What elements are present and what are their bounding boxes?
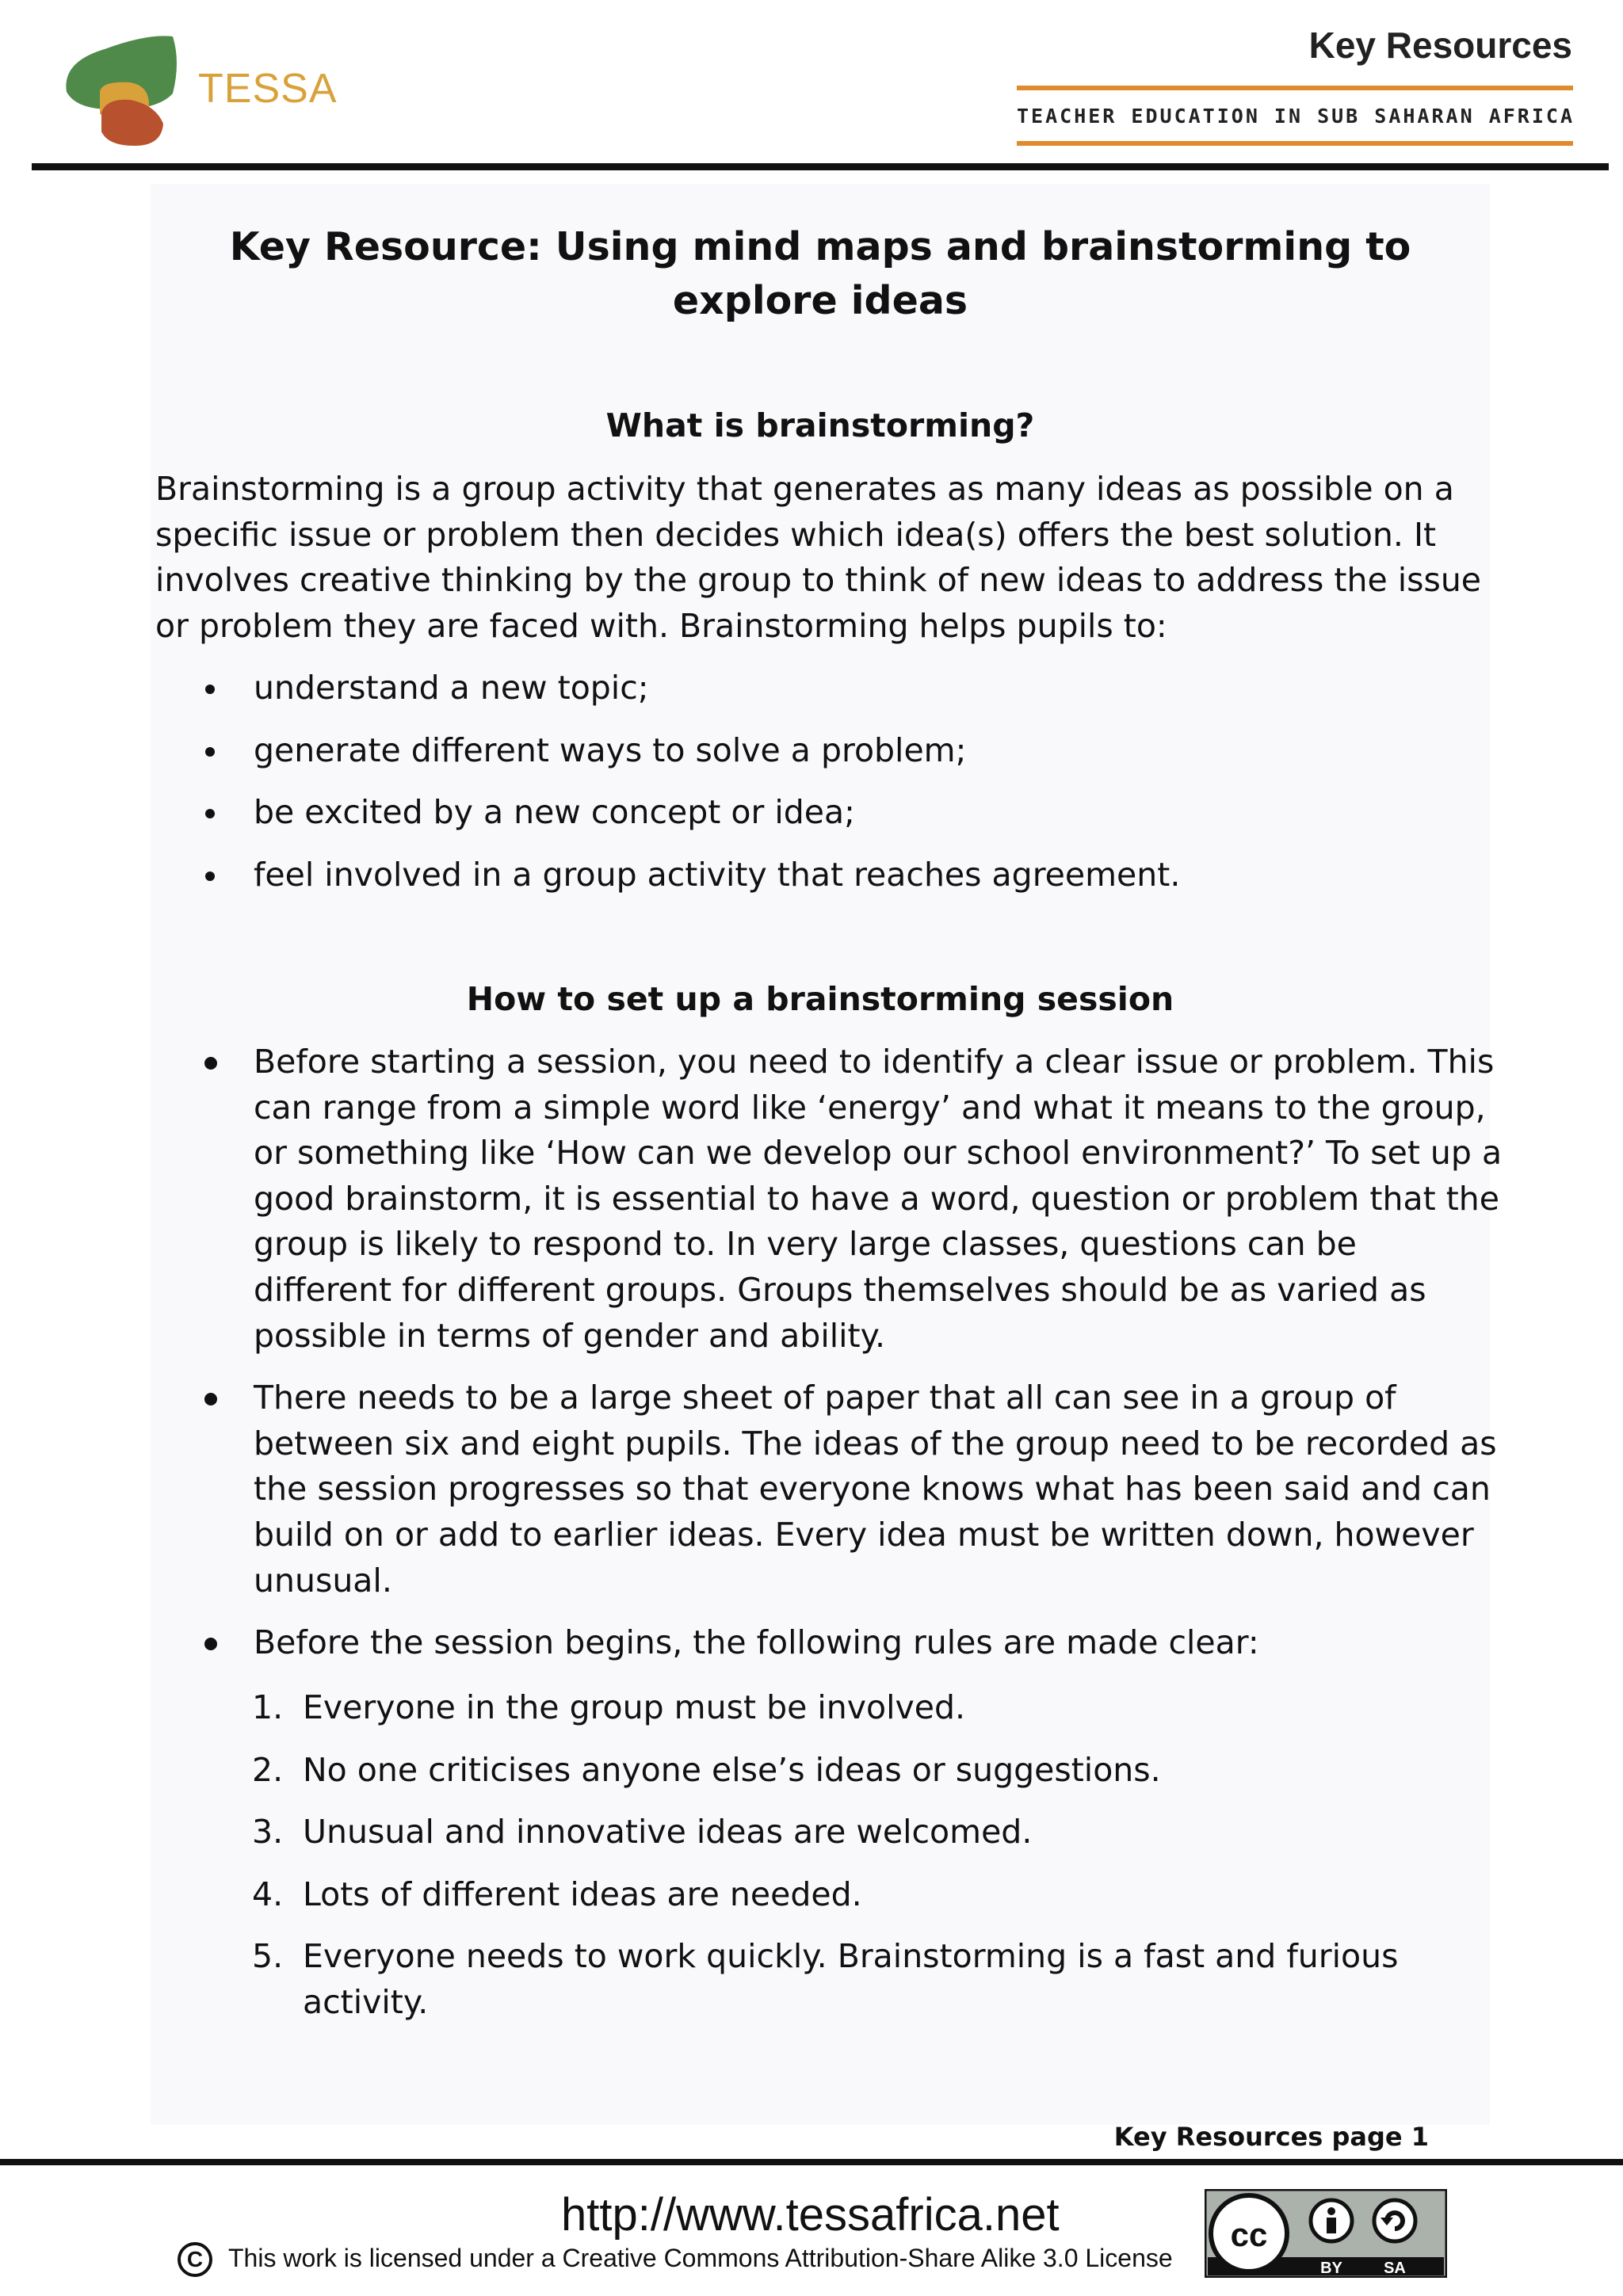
license-text: This work is licensed under a Creative Commons Attribution-Share Alike 3.0 License [228,2244,1173,2272]
list-item: 1. Everyone in the group must be involved. [252,1688,966,1726]
benefits-list [155,666,1503,898]
bullet-icon [204,1057,217,1070]
list-item: 5. Everyone needs to work quickly. Brainstorming is a fast and furious activity. [252,1937,1399,2021]
tessa-logo-icon [62,29,189,147]
list-item: be excited by a new concept or idea; [155,790,1503,836]
header-rule-top [1017,86,1573,90]
list-item: Before starting a session, you need to identify a clear issue or problem. This can range from a simple word like ‘energy’ and what it means to the group, or something like ‘How can we develop our school environment?’ To set up a good brainstorm, it is essential to have a word, question or problem that the group is likely to respond to. In very large classes, questions can be different for different groups. Groups themselves should be as varied as possible in terms of gender and ability. [155,1039,1503,1359]
rules-list [252,1685,1504,2026]
svg-text:cc: cc [1230,2216,1268,2253]
footer-divider [0,2159,1623,2165]
list-item: understand a new topic; [155,666,1503,711]
bullet-icon [205,809,215,818]
section-heading-setup: How to set up a brainstorming session [466,980,1174,1018]
list-item: feel involved in a group activity that reaches agreement. [155,852,1503,898]
intro-paragraph: Brainstorming is a group activity that generates as many ideas as possible on a specific issue or problem then decides which idea(s) offers the best solution. It involves creative thinking by the group to think of new ideas to address the issue or problem they are faced with. Brainstorming helps pupils to: [155,470,1482,645]
list-item: generate different ways to solve a problem; [155,728,1503,774]
list-item: 3. Unusual and innovative ideas are welcomed. [252,1813,1033,1852]
svg-text:SA: SA [1384,2260,1406,2277]
copyright-icon: C [178,2242,212,2277]
list-item: 2. No one criticises anyone else’s ideas or suggestions. [252,1750,1161,1789]
bullet-icon [204,1638,217,1650]
bullet-icon [205,871,215,881]
header-title: Key Resources [1308,25,1572,66]
header-rule-bottom [1017,141,1573,146]
logo-text: TESSA [198,66,338,112]
svg-text:BY: BY [1320,2260,1342,2277]
header-divider [32,163,1609,170]
page-title: Key Resource: Using mind maps and brainstorming to explore ideas [229,224,1411,323]
list-item: Before the session begins, the following rules are made clear: [155,1620,1503,1666]
page-number-label: Key Resources page 1 [1113,2122,1429,2152]
header-tagline: TEACHER EDUCATION IN SUB SAHARAN AFRICA [1017,105,1575,128]
bullet-icon [204,1393,217,1405]
list-item: There needs to be a large sheet of paper that all can see in a group of between six and eight pupils. The ideas of the group need to be recorded as the session progresses so that everyone knows what has been said and can build on or add to earlier ideas. Every idea must be written down, however unusual. [155,1375,1503,1604]
list-item: 4. Lots of different ideas are needed. [252,1875,862,1913]
section-heading-what-is-brainstorming: What is brainstorming? [605,406,1035,444]
cc-license-badge-icon[interactable] [1205,2189,1447,2278]
setup-list [155,1039,1503,1666]
bullet-icon [205,747,215,757]
bullet-icon [205,685,215,694]
footer-url-link[interactable]: http://www.tessafrica.net [561,2189,1060,2241]
